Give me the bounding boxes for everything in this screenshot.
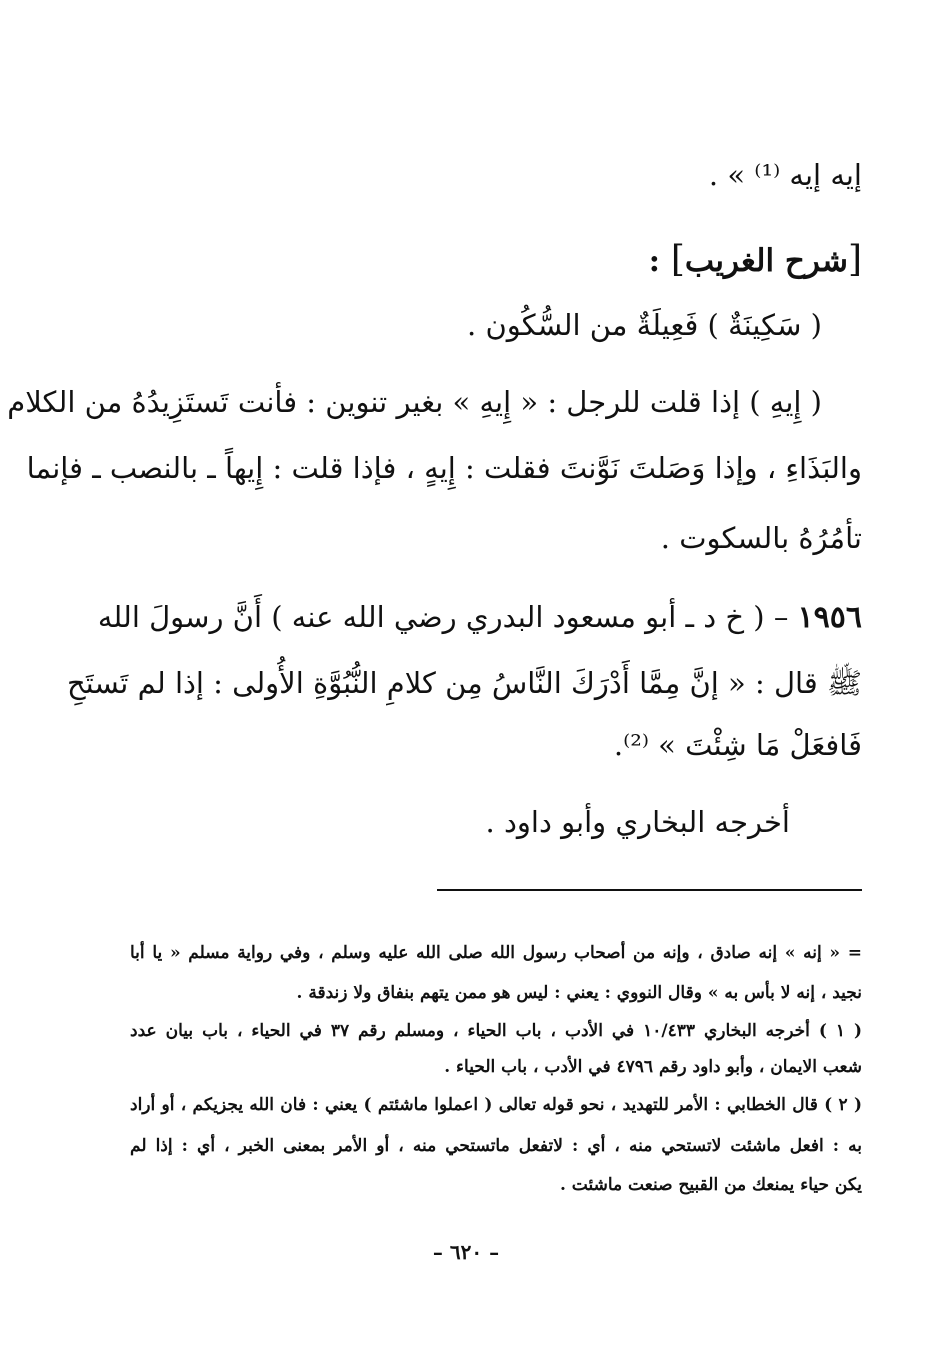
- hadith-line1-text: – ( خ د ـ أبو مسعود البدري رضي الله عنه ) أَنَّ رسولَ الله: [97, 600, 798, 634]
- footnote-1-line1: ( ١ ) أخرجه البخاري ١٠/٤٣٣ في الأدب ، باب الحياء ، ومسلم رقم ٣٧ في الحياء ، باب بيان عدد: [130, 1021, 863, 1041]
- page-number: – ٦٢٠ –: [432, 1240, 500, 1264]
- heading-bracket-open: [: [847, 239, 862, 280]
- hadith-line1: [97, 597, 862, 638]
- footnote-2-line2: به : افعل ماشئت لاتستحي منه ، أي : لاتفعل ماتستحي منه ، أو الأمر بمعنى الخبر ، أي : إذا لم: [130, 1136, 862, 1156]
- hadith-line2: ﷺ قال : « إنَّ مِمَّا أَدْرَكَ النَّاسُ مِن كلامِ النُّبُوَّةِ الأُولى : إذا لم تَستَحِ: [66, 666, 862, 700]
- gloss-ih-line2: والبَذَاءِ ، وإذا وَصَلتَ نَوَّنتَ فقلت : إِيهٍ ، فإذا قلت : إِيهاً ـ بالنصب ـ فإنما: [26, 451, 862, 485]
- footnote-continuation-line1: = « إنه » إنه صادق ، وإنه من أصحاب رسول الله صلى الله عليه وسلم ، وفي رواية مسلم « يا أبا: [130, 943, 862, 963]
- footnote-2-line1: ( ٢ ) قال الخطابي : الأمر للتهديد ، نحو قوله تعالى ( اعملوا ماشئتم ) يعني : فان الله يجزيكم ، أو أراد: [130, 1095, 862, 1115]
- footnote-divider: [437, 889, 862, 891]
- footnote-continuation-line2: نجيد ، إنه لا بأس به » وقال النووي : يعني : ليس هو ممن يتهم بنفاق ولا زندقة .: [296, 983, 862, 1003]
- section-heading: [130, 238, 862, 283]
- hadith-ending-line: إيه إيه ⁽¹⁾ » .: [708, 158, 862, 192]
- gloss-ih-line3: تأمُرُهُ بالسكوت .: [660, 521, 862, 555]
- footnote-1-line2: شعب الايمان ، وأبو داود رقم ٤٧٩٦ في الأدب ، باب الحياء .: [444, 1057, 862, 1077]
- hadith-line3: فَافعَلْ مَا شِئْتَ » ⁽²⁾.: [613, 728, 862, 762]
- gloss-ih-line1: ( إِيهِ ) إذا قلت للرجل : « إِيهِ » بغير تنوين : فأنت تَستَزِيدُهُ من الكلام: [7, 385, 822, 419]
- footnote-2-line3: يكن حياء يمنعك من القبيح صنعت ماشئت .: [559, 1175, 862, 1195]
- takhrij: أخرجه البخاري وأبو داود .: [485, 805, 790, 839]
- hadith-number: ١٩٥٦: [797, 600, 862, 635]
- heading-bracket-close: ]: [670, 239, 685, 280]
- heading-tail: :: [648, 243, 671, 279]
- gloss-sakina: ( سَكِينَةٌ ) فَعِيلَةٌ من السُّكُون .: [467, 308, 822, 342]
- heading-text: شرح الغريب: [684, 243, 848, 279]
